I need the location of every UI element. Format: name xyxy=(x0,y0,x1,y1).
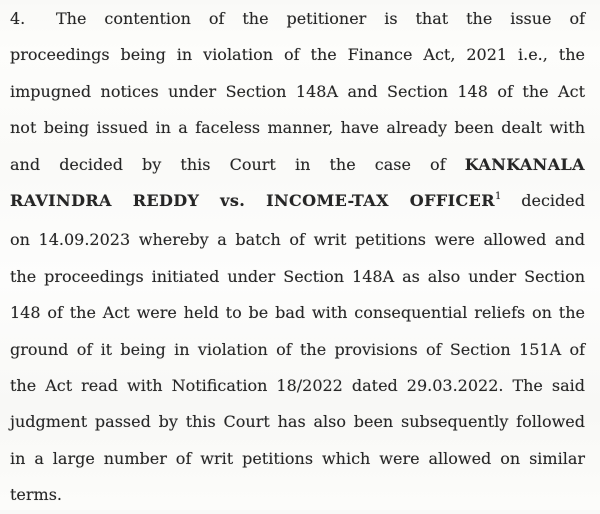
paragraph-line-text xyxy=(56,1,585,37)
body-text: on 14.09.2023 whereby a batch of writ petitions were allowed and xyxy=(10,230,585,250)
body-text: proceedings being in violation of the Finance Act, 2021 i.e., the xyxy=(10,45,585,65)
paragraph-line xyxy=(10,295,585,331)
paragraph-line xyxy=(10,441,585,477)
paragraph-line xyxy=(10,74,585,110)
paragraph-line xyxy=(10,368,585,404)
paragraph-line xyxy=(10,1,585,37)
paragraph-line xyxy=(10,222,585,258)
judgment-paragraph xyxy=(10,1,585,514)
body-text: judgment passed by this Court has also been subsequently followed xyxy=(10,412,585,432)
body-text: decided xyxy=(501,191,586,211)
body-text: and decided by this Court in the case of xyxy=(10,154,465,174)
body-text: impugned notices under Section 148A and Section 148 of the Act xyxy=(10,81,585,101)
paragraph-line xyxy=(10,37,585,73)
paragraph-number: 4. xyxy=(10,9,26,28)
case-citation-bold: KANKANALA xyxy=(464,154,585,174)
paragraph-line xyxy=(10,477,585,513)
body-text: terms. xyxy=(10,485,63,505)
case-citation-bold: RAVINDRA REDDY vs. INCOME-TAX OFFICER xyxy=(10,191,495,211)
footnote-marker: 1 xyxy=(494,191,502,203)
body-text: the proceedings initiated under Section 148A as also under Section xyxy=(10,266,585,286)
body-text: 148 of the Act were held to be bad with consequential reliefs on the xyxy=(10,303,585,323)
paragraph-line xyxy=(10,110,585,146)
body-text: not being issued in a faceless manner, have already been dealt with xyxy=(10,118,585,138)
paragraph-line xyxy=(10,332,585,368)
paragraph-line xyxy=(10,404,585,440)
body-text: The contention of the petitioner is that the issue of xyxy=(56,9,585,28)
paragraph-line xyxy=(10,147,585,183)
body-text: in a large number of writ petitions which were allowed on similar xyxy=(10,448,585,468)
paragraph-line xyxy=(10,259,585,295)
body-text: the Act read with Notification 18/2022 dated 29.03.2022. The said xyxy=(10,376,585,396)
body-text: ground of it being in violation of the provisions of Section 151A of xyxy=(10,339,585,359)
paragraph-line xyxy=(10,183,585,222)
